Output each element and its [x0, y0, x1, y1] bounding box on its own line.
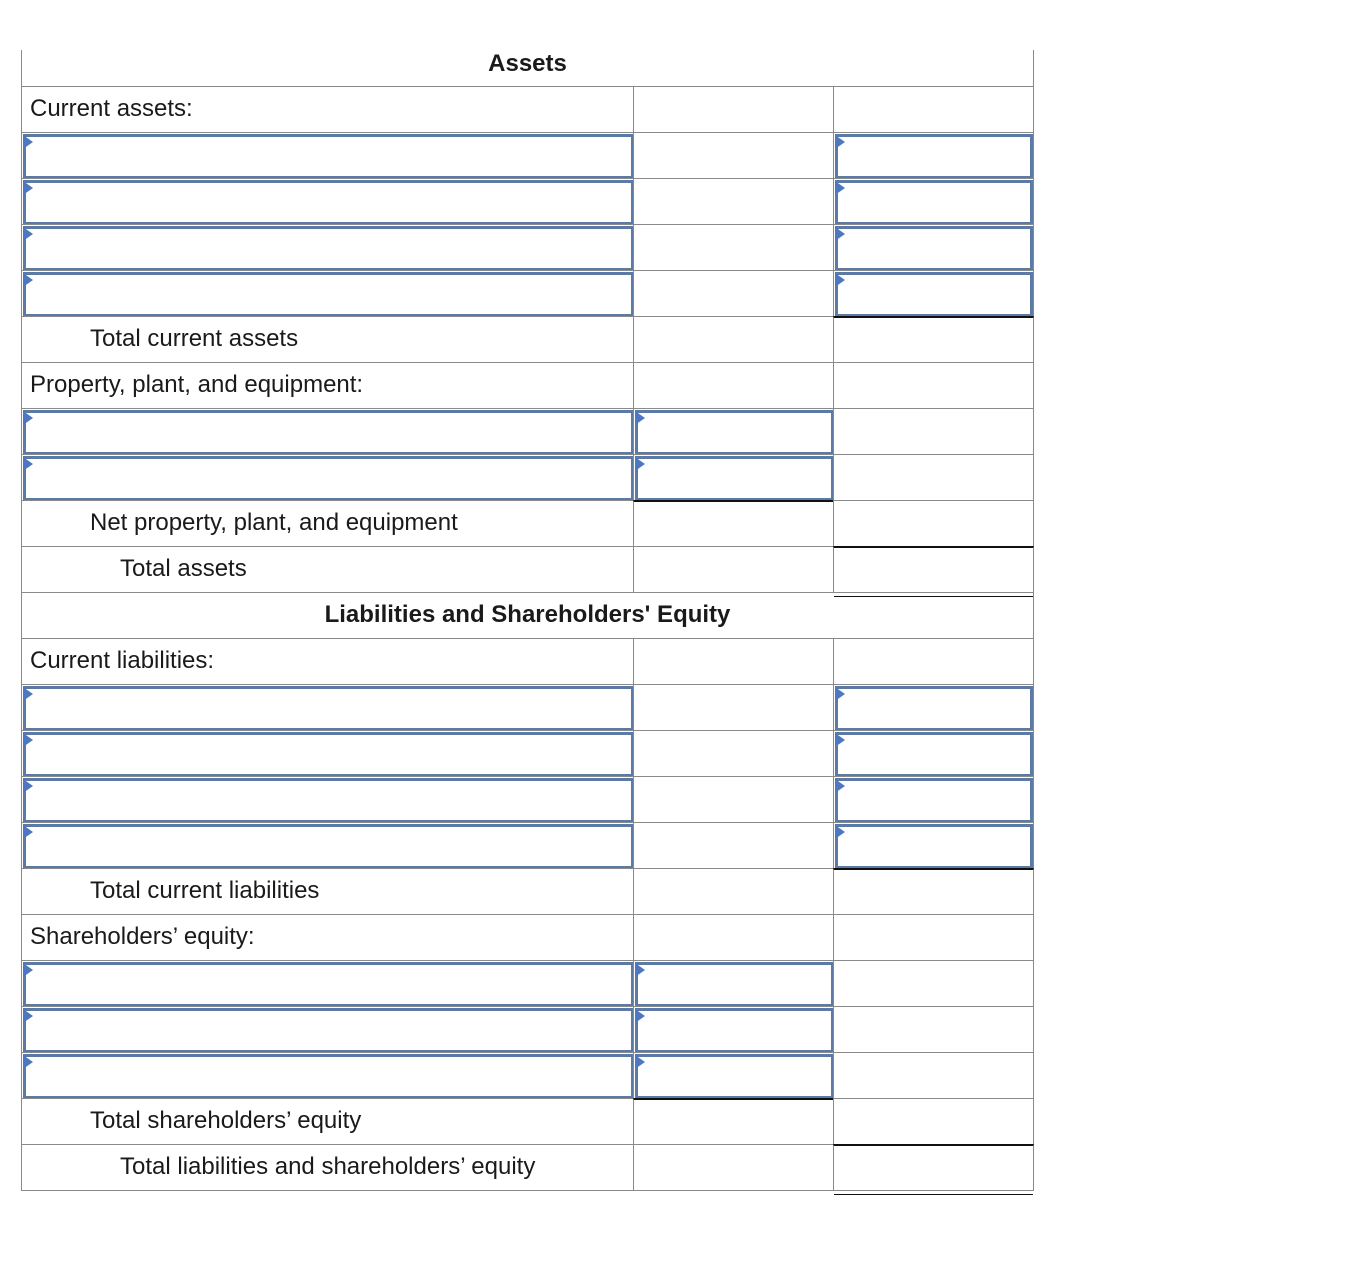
net-ppe-label: Net property, plant, and equipment: [21, 500, 634, 546]
total-current-liabilities-amount[interactable]: [833, 868, 1034, 914]
dropdown-marker-icon: [23, 779, 33, 793]
amount-input-cell: [633, 960, 834, 1006]
account-select-cell: [21, 132, 634, 178]
dropdown-marker-icon: [635, 411, 645, 425]
account-select[interactable]: [23, 134, 634, 179]
dropdown-marker-icon: [835, 181, 845, 195]
account-select-cell: [21, 1052, 634, 1098]
account-select-cell: [21, 684, 634, 730]
amount-input-cell: [833, 270, 1034, 316]
amount-input-cell: [833, 684, 1034, 730]
account-select-cell: [21, 270, 634, 316]
current-assets-label: Current assets:: [21, 86, 634, 132]
amount-input-cell: [633, 1052, 834, 1098]
empty-cell: [633, 684, 834, 730]
total-assets-label: Total assets: [21, 546, 634, 592]
account-select[interactable]: [23, 456, 634, 501]
liabilities-equity-header: Liabilities and Shareholders' Equity: [21, 592, 1034, 638]
net-ppe-amount[interactable]: [833, 500, 1034, 546]
empty-cell: [633, 86, 834, 132]
dropdown-marker-icon: [23, 181, 33, 195]
amount-input-cell: [633, 454, 834, 500]
account-select-cell: [21, 408, 634, 454]
account-select[interactable]: [23, 824, 634, 869]
dropdown-marker-icon: [23, 135, 33, 149]
amount-input-cell: [833, 132, 1034, 178]
account-select-cell: [21, 178, 634, 224]
account-select[interactable]: [23, 1054, 634, 1099]
dropdown-marker-icon: [635, 963, 645, 977]
amount-input[interactable]: [635, 410, 834, 455]
dropdown-marker-icon: [635, 457, 645, 471]
empty-cell: [833, 914, 1034, 960]
empty-cell: [633, 270, 834, 316]
dropdown-marker-icon: [835, 227, 845, 241]
amount-input[interactable]: [635, 1008, 834, 1053]
dropdown-marker-icon: [635, 1009, 645, 1023]
dropdown-marker-icon: [23, 273, 33, 287]
amount-input[interactable]: [835, 778, 1033, 823]
empty-cell: [633, 362, 834, 408]
amount-input[interactable]: [635, 1054, 834, 1099]
empty-cell: [633, 638, 834, 684]
account-select-cell: [21, 776, 634, 822]
amount-input[interactable]: [635, 962, 834, 1007]
account-select[interactable]: [23, 180, 634, 225]
total-liabilities-equity-amount[interactable]: [833, 1144, 1034, 1190]
dropdown-marker-icon: [23, 1009, 33, 1023]
account-select-cell: [21, 822, 634, 868]
dropdown-marker-icon: [835, 135, 845, 149]
account-select[interactable]: [23, 778, 634, 823]
total-shareholders-equity-subtotal[interactable]: [633, 1098, 834, 1144]
dropdown-marker-icon: [835, 779, 845, 793]
dropdown-marker-icon: [23, 1055, 33, 1069]
empty-cell: [833, 454, 1034, 500]
empty-cell: [633, 316, 834, 362]
amount-input[interactable]: [835, 686, 1033, 731]
account-select-cell: [21, 730, 634, 776]
amount-input-cell: [633, 408, 834, 454]
account-select-cell: [21, 960, 634, 1006]
empty-cell: [833, 1006, 1034, 1052]
total-current-liabilities-label: Total current liabilities: [21, 868, 634, 914]
empty-cell: [633, 132, 834, 178]
empty-cell: [633, 1144, 834, 1190]
amount-input-cell: [833, 822, 1034, 868]
ppe-label: Property, plant, and equipment:: [21, 362, 634, 408]
amount-input[interactable]: [835, 180, 1033, 225]
amount-input-cell: [833, 224, 1034, 270]
account-select[interactable]: [23, 686, 634, 731]
total-shareholders-equity-amount[interactable]: [833, 1098, 1034, 1144]
empty-cell: [633, 730, 834, 776]
amount-input-cell: [833, 178, 1034, 224]
amount-input-cell: [633, 1006, 834, 1052]
total-shareholders-equity-label: Total shareholders’ equity: [21, 1098, 634, 1144]
shareholders-equity-label: Shareholders’ equity:: [21, 914, 634, 960]
amount-input[interactable]: [835, 824, 1033, 869]
account-select[interactable]: [23, 272, 634, 317]
empty-cell: [833, 362, 1034, 408]
amount-input[interactable]: [835, 732, 1033, 777]
dropdown-marker-icon: [835, 733, 845, 747]
amount-input[interactable]: [835, 272, 1033, 317]
dropdown-marker-icon: [23, 227, 33, 241]
dropdown-marker-icon: [23, 457, 33, 471]
dropdown-marker-icon: [23, 687, 33, 701]
total-current-assets-amount[interactable]: [833, 316, 1034, 362]
empty-cell: [633, 178, 834, 224]
empty-cell: [633, 224, 834, 270]
dropdown-marker-icon: [23, 825, 33, 839]
empty-cell: [833, 638, 1034, 684]
empty-cell: [833, 960, 1034, 1006]
net-ppe-subtotal[interactable]: [633, 500, 834, 546]
empty-cell: [833, 1052, 1034, 1098]
account-select[interactable]: [23, 410, 634, 455]
table-bottom-border: [21, 1190, 1034, 1191]
empty-cell: [633, 914, 834, 960]
dropdown-marker-icon: [835, 687, 845, 701]
amount-input-cell: [833, 776, 1034, 822]
amount-input-cell: [833, 730, 1034, 776]
amount-input[interactable]: [835, 226, 1033, 271]
current-liabilities-label: Current liabilities:: [21, 638, 634, 684]
total-current-assets-label: Total current assets: [21, 316, 634, 362]
dropdown-marker-icon: [23, 963, 33, 977]
account-select[interactable]: [23, 1008, 634, 1053]
dropdown-marker-icon: [23, 733, 33, 747]
amount-input[interactable]: [835, 134, 1033, 179]
empty-cell: [833, 408, 1034, 454]
account-select[interactable]: [23, 962, 634, 1007]
empty-cell: [633, 868, 834, 914]
total-liabilities-equity-label: Total liabilities and shareholders’ equity: [21, 1144, 634, 1190]
account-select-cell: [21, 224, 634, 270]
assets-header: Assets: [21, 50, 1034, 86]
empty-cell: [633, 546, 834, 592]
account-select-cell: [21, 1006, 634, 1052]
amount-input[interactable]: [635, 456, 834, 501]
dropdown-marker-icon: [835, 825, 845, 839]
empty-cell: [633, 776, 834, 822]
dropdown-marker-icon: [635, 1055, 645, 1069]
dropdown-marker-icon: [835, 273, 845, 287]
total-assets-amount[interactable]: [833, 546, 1034, 592]
account-select-cell: [21, 454, 634, 500]
dropdown-marker-icon: [23, 411, 33, 425]
empty-cell: [633, 822, 834, 868]
empty-cell: [833, 86, 1034, 132]
account-select[interactable]: [23, 226, 634, 271]
account-select[interactable]: [23, 732, 634, 777]
